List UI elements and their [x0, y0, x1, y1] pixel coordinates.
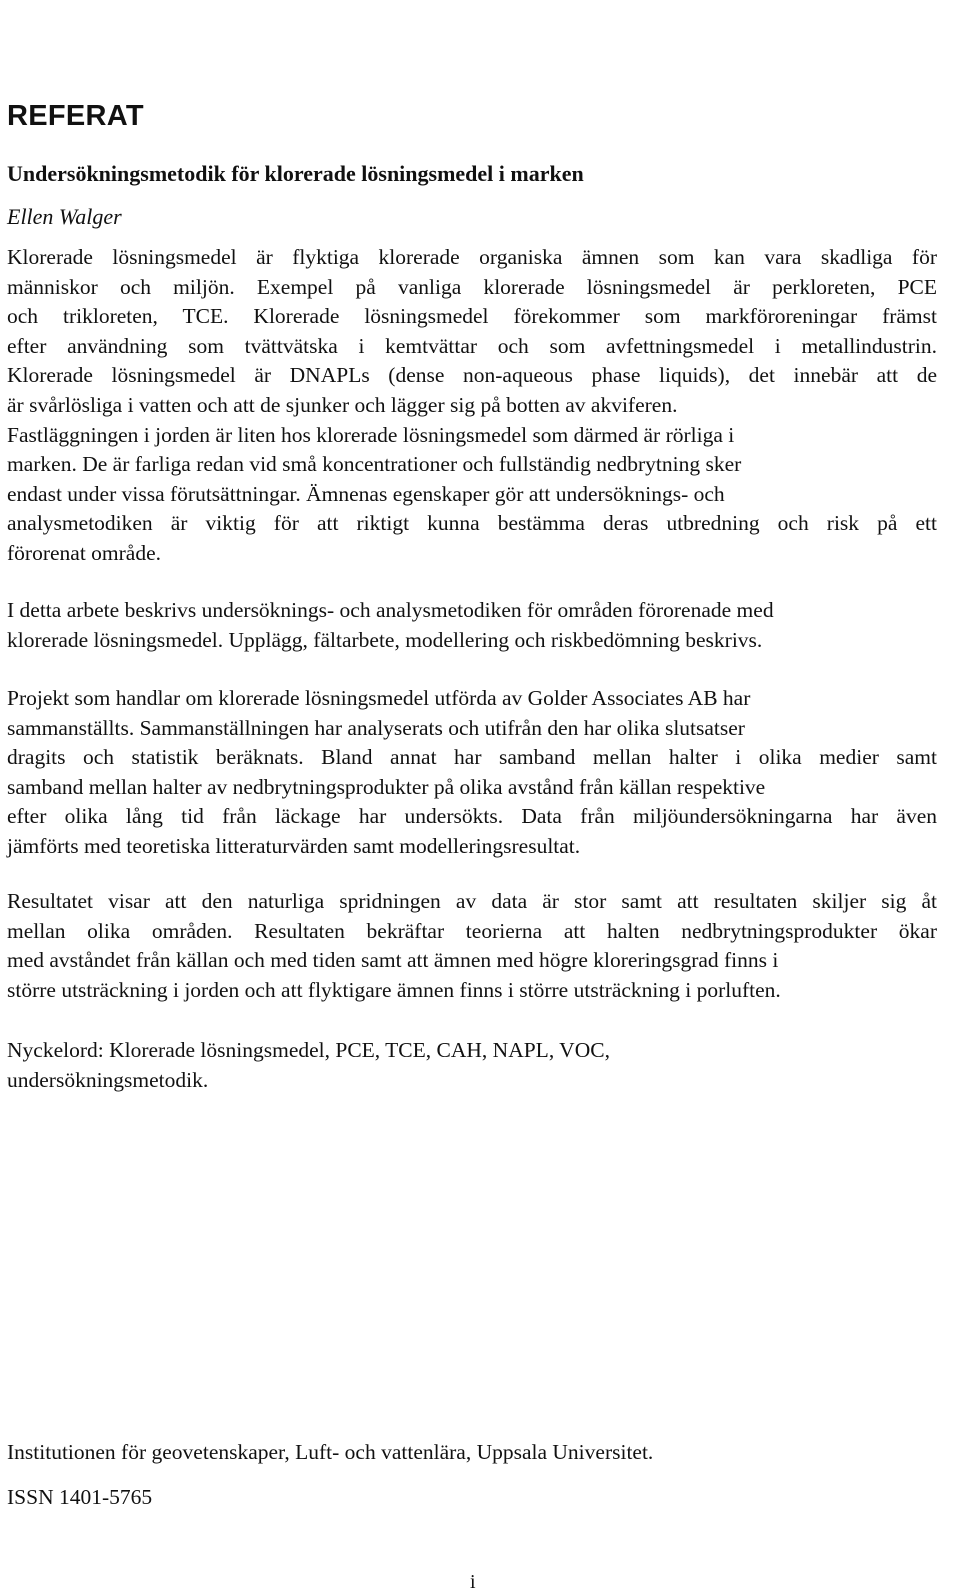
text-line: med avståndet från källan och med tiden samt att ämnen med högre kloreringsgrad finns i: [7, 948, 779, 973]
text-line: Klorerade lösningsmedel är DNAPLs (dense non-aqueous phase liquids), det innebär att de: [7, 363, 937, 388]
text-line: Projekt som handlar om klorerade lösningsmedel utförda av Golder Associates AB har: [7, 686, 751, 710]
text-line: samband mellan halter av nedbrytningsprodukter på olika avstånd från källan respektive: [7, 774, 766, 799]
text-line: och trikloreten, TCE. Klorerade lösningsmedel förekommer som markföroreningar främst: [7, 304, 937, 329]
text-line: Klorerade lösningsmedel är flyktiga klorerade organiska ämnen som kan vara skadliga för: [7, 245, 937, 269]
text-line: dragits och statistik beräknats. Bland annat har samband mellan halter i olika medier samt: [7, 745, 937, 770]
text-line: jämförts med teoretiska litteraturvärden samt modelleringsresultat.: [7, 833, 581, 858]
section-heading: REFERAT: [7, 100, 144, 132]
text-line: förorenat område.: [7, 540, 162, 565]
text-line: Fastläggningen i jorden är liten hos klorerade lösningsmedel som därmed är rörliga i: [7, 422, 735, 447]
text-line: Resultatet visar att den naturliga spridningen av data är stor samt att resultaten skiljer sig åt: [7, 889, 937, 913]
keywords-paragraph: [7, 1036, 937, 1095]
institution-footer: Institutionen för geovetenskaper, Luft- och vattenlära, Uppsala Universitet.: [7, 1440, 654, 1464]
text-line: Nyckelord: Klorerade lösningsmedel, PCE, TCE, CAH, NAPL, VOC,: [7, 1038, 610, 1062]
text-line: I detta arbete beskrivs undersöknings- och analysmetodiken för områden förorenade med: [7, 598, 774, 622]
text-line: klorerade lösningsmedel. Upplägg, fältarbete, modellering och riskbedömning beskrivs.: [7, 627, 763, 652]
issn-number: ISSN 1401-5765: [7, 1485, 153, 1509]
text-line: större utsträckning i jorden och att flyktigare ämnen finns i större utsträckning i porluften.: [7, 977, 781, 1002]
text-line: efter användning som tvättvätska i kemtvättar och som avfettningsmedel i metallindustrin.: [7, 333, 937, 358]
text-line: undersökningsmetodik.: [7, 1067, 209, 1092]
text-line: endast under vissa förutsättningar. Ämnenas egenskaper gör att undersöknings- och: [7, 481, 725, 506]
abstract-paragraph-4: [7, 887, 937, 1005]
author-name: Ellen Walger: [7, 204, 122, 229]
text-line: är svårlösliga i vatten och att de sjunker och lägger sig på botten av akviferen.: [7, 392, 678, 417]
abstract-paragraph-1: [7, 243, 937, 569]
text-line: mellan olika områden. Resultaten bekräftar teorierna att halten nedbrytningsprodukter ökar: [7, 918, 937, 943]
abstract-paragraph-3: [7, 684, 937, 862]
text-line: människor och miljön. Exempel på vanliga klorerade lösningsmedel är perkloreten, PCE: [7, 274, 937, 299]
document-title: Undersökningsmetodik för klorerade lösningsmedel i marken: [7, 161, 584, 186]
page-number: i: [470, 1571, 476, 1593]
text-line: marken. De är farliga redan vid små koncentrationer och fullständig nedbrytning sker: [7, 452, 742, 477]
text-line: sammanställts. Sammanställningen har analyserats och utifrån den har olika slutsatser: [7, 715, 745, 740]
text-line: analysmetodiken är viktig för att riktigt kunna bestämma deras utbredning och risk på ett: [7, 511, 937, 536]
abstract-paragraph-2: [7, 596, 937, 655]
text-line: efter olika lång tid från läckage har undersökts. Data från miljöundersökningarna har även: [7, 804, 937, 829]
